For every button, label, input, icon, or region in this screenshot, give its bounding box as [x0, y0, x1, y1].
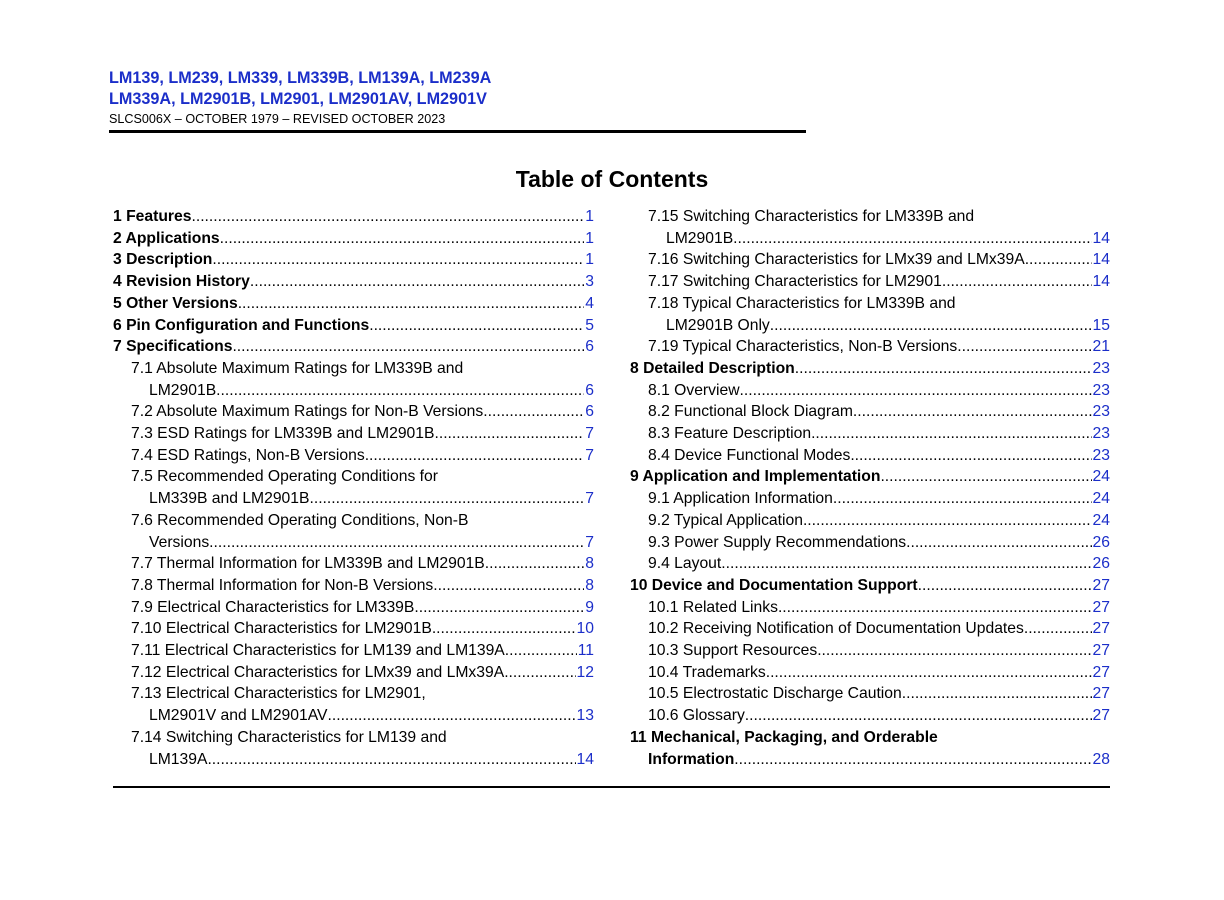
toc-entry-title: 8.1 Overview [648, 381, 740, 399]
toc-entry-title: 10 Device and Documentation Support [630, 576, 918, 594]
toc-entry-title: 10.1 Related Links [648, 598, 778, 616]
toc-page-link[interactable]: 23 [1092, 425, 1110, 443]
toc-column-right [630, 206, 1110, 770]
toc-entry[interactable] [113, 662, 594, 684]
toc-page-link[interactable]: 11 [577, 642, 594, 660]
header-rule [109, 130, 806, 133]
toc-page-link[interactable]: 27 [1092, 576, 1110, 594]
toc-entry-title: 9 Application and Implementation [630, 468, 881, 486]
dot-leader [1025, 249, 1092, 271]
part-numbers-line-1: LM139, LM239, LM339, LM339B, LM139A, LM239A [109, 69, 492, 87]
toc-entry-title: LM2901V and LM2901AV [149, 707, 328, 725]
dot-leader [902, 683, 1092, 705]
dot-leader [803, 510, 1092, 532]
toc-entry-title: 6 Pin Configuration and Functions [113, 316, 370, 334]
toc-entry-title: 7.11 Electrical Characteristics for LM139 and LM139A [131, 642, 505, 660]
toc-page-link[interactable]: 6 [585, 381, 594, 399]
toc-entry[interactable] [630, 553, 1110, 575]
toc-page-link[interactable]: 24 [1092, 468, 1110, 486]
dot-leader [483, 401, 584, 423]
toc-page-link[interactable]: 13 [576, 707, 594, 725]
toc-entry[interactable] [113, 618, 594, 640]
toc-entry-title: 7.4 ESD Ratings, Non-B Versions [131, 446, 365, 464]
toc-entry[interactable] [630, 618, 1110, 640]
toc-page-link[interactable]: 8 [585, 555, 594, 573]
toc-entry[interactable] [630, 358, 1110, 380]
dot-leader [817, 640, 1091, 662]
toc-page-link[interactable]: 21 [1092, 338, 1110, 356]
dot-leader [734, 749, 1091, 771]
dot-leader [414, 597, 584, 619]
toc-entry[interactable] [113, 336, 594, 358]
toc-page-link[interactable]: 26 [1092, 533, 1110, 551]
toc-entry[interactable] [630, 662, 1110, 684]
toc-entry-title: 7.8 Thermal Information for Non-B Versions [131, 576, 434, 594]
toc-entry[interactable] [630, 401, 1110, 423]
toc-entry[interactable] [113, 727, 594, 770]
toc-page-link[interactable]: 7 [585, 533, 594, 551]
toc-entry-title: LM339B and LM2901B [149, 490, 310, 508]
toc-entry-title: 10.6 Glossary [648, 707, 745, 725]
toc-entry-title: 7.18 Typical Characteristics for LM339B and [648, 294, 956, 312]
dot-leader [365, 445, 585, 467]
toc-entry[interactable] [630, 271, 1110, 293]
toc-page-link[interactable]: 26 [1092, 555, 1110, 573]
toc-entry-title: 7.17 Switching Characteristics for LM2901 [648, 273, 942, 291]
toc-entry-title: 8 Detailed Description [630, 359, 795, 377]
toc-page-link[interactable]: 8 [585, 576, 594, 594]
document-header [109, 68, 806, 133]
dot-leader [232, 336, 584, 358]
toc-entry-title: 9.1 Application Information [648, 490, 833, 508]
toc-entry-title: LM2901B [149, 381, 217, 399]
toc-entry-title: 3 Description [113, 251, 213, 269]
toc-page-link[interactable]: 15 [1092, 316, 1110, 334]
dot-leader [942, 271, 1092, 293]
toc-entry[interactable] [630, 206, 1110, 249]
toc-entry-title: 8.2 Functional Block Diagram [648, 403, 853, 421]
toc-page-link[interactable]: 24 [1092, 490, 1110, 508]
toc-entry-title: 10.3 Support Resources [648, 642, 818, 660]
toc-page-link[interactable]: 28 [1092, 750, 1110, 768]
toc-page-link[interactable]: 7 [585, 446, 594, 464]
toc-entry-title: 11 Mechanical, Packaging, and Orderable [630, 728, 938, 746]
toc-page-link[interactable]: 1 [585, 229, 594, 247]
toc-page-link[interactable]: 23 [1092, 381, 1110, 399]
toc-entry[interactable] [113, 358, 594, 401]
dot-leader [250, 271, 584, 293]
toc-entry-title: 8.4 Device Functional Modes [648, 446, 851, 464]
toc-entry-title: 9.3 Power Supply Recommendations [648, 533, 907, 551]
toc-page-link[interactable]: 14 [1092, 229, 1110, 247]
dot-leader [957, 336, 1091, 358]
dot-leader [505, 640, 577, 662]
toc-page-link[interactable]: 23 [1092, 403, 1110, 421]
toc-entry-title: Information [648, 750, 735, 768]
dot-leader [766, 662, 1092, 684]
dot-leader [369, 315, 584, 337]
toc-entry-title: 4 Revision History [113, 273, 250, 291]
toc-entry-title: 7.5 Recommended Operating Conditions for [131, 468, 438, 486]
toc-page-link[interactable]: 12 [576, 663, 594, 681]
toc-entry-title: 5 Other Versions [113, 294, 238, 312]
toc-page-link[interactable]: 23 [1092, 359, 1110, 377]
toc-entry[interactable] [113, 401, 594, 423]
toc-page-link[interactable]: 9 [585, 598, 594, 616]
toc-page-link[interactable]: 27 [1092, 707, 1110, 725]
toc-entry[interactable] [113, 293, 594, 315]
toc-entry[interactable] [630, 705, 1110, 727]
dot-leader [238, 293, 585, 315]
dot-leader [1024, 618, 1092, 640]
dot-leader [433, 575, 584, 597]
toc-entry[interactable] [630, 727, 1110, 770]
toc-entry[interactable] [630, 423, 1110, 445]
toc-entry[interactable] [113, 510, 594, 553]
toc-entry-title: 7.15 Switching Characteristics for LM339B and [648, 208, 975, 225]
dot-leader [778, 597, 1092, 619]
toc-entry[interactable] [630, 380, 1110, 402]
toc-entry[interactable] [630, 597, 1110, 619]
toc-entry-title: 7.3 ESD Ratings for LM339B and LM2901B [131, 425, 435, 443]
bottom-rule [113, 786, 1110, 788]
toc-page-link[interactable]: 27 [1092, 598, 1110, 616]
dot-leader [740, 380, 1092, 402]
toc-entry-title: 7.9 Electrical Characteristics for LM339B [131, 598, 415, 616]
dot-leader [811, 423, 1091, 445]
toc-entry-title: 2 Applications [113, 229, 220, 247]
toc-entry[interactable] [113, 553, 594, 575]
dot-leader [504, 662, 575, 684]
toc-entry-title: LM2901B Only [666, 316, 770, 334]
toc-page-link[interactable]: 14 [1092, 251, 1110, 269]
toc-entry[interactable] [630, 249, 1110, 271]
dot-leader [795, 358, 1092, 380]
toc-entry[interactable] [113, 683, 594, 726]
dot-leader [485, 553, 585, 575]
toc-entry-title: 7.12 Electrical Characteristics for LMx39 and LMx39A [131, 663, 505, 681]
toc-entry-title: 7.13 Electrical Characteristics for LM2901, [131, 685, 426, 703]
dot-leader [853, 401, 1092, 423]
toc-entry[interactable] [630, 683, 1110, 705]
toc-entry[interactable] [630, 510, 1110, 532]
dot-leader [721, 553, 1091, 575]
toc-entry[interactable] [630, 575, 1110, 597]
toc-entry-title: 7 Specifications [113, 338, 233, 356]
dot-leader [850, 445, 1091, 467]
dot-leader [432, 618, 576, 640]
toc-page-link[interactable]: 24 [1092, 511, 1110, 529]
toc-page-link[interactable]: 23 [1092, 446, 1110, 464]
toc-entry[interactable] [113, 206, 594, 228]
part-numbers-line-2: LM339A, LM2901B, LM2901, LM2901AV, LM2901V [109, 90, 487, 108]
toc-page-link[interactable]: 14 [1092, 273, 1110, 291]
toc-entry[interactable] [113, 640, 594, 662]
toc-entry-title: LM139A [149, 750, 208, 768]
toc-entry[interactable] [630, 445, 1110, 467]
toc-entry-title: 7.1 Absolute Maximum Ratings for LM339B and [131, 359, 464, 377]
dot-leader [833, 488, 1092, 510]
toc-page-link[interactable]: 1 [585, 208, 594, 225]
dot-leader [209, 532, 584, 554]
toc-entry[interactable] [113, 445, 594, 467]
toc-entry[interactable] [630, 488, 1110, 510]
toc-entry[interactable] [113, 249, 594, 271]
dot-leader [191, 206, 584, 228]
toc-entry[interactable] [113, 315, 594, 337]
toc-entry-title: 8.3 Feature Description [648, 425, 812, 443]
toc-page-link[interactable]: 27 [1092, 685, 1110, 703]
toc-entry[interactable] [630, 466, 1110, 488]
toc-entry-title: 10.5 Electrostatic Discharge Caution [648, 685, 902, 703]
dot-leader [745, 705, 1092, 727]
toc-entry-title: 10.4 Trademarks [648, 663, 766, 681]
toc-page-link[interactable]: 27 [1092, 663, 1110, 681]
dot-leader [918, 575, 1092, 597]
toc-entry[interactable] [630, 640, 1110, 662]
toc-entry[interactable] [113, 423, 594, 445]
toc-entry[interactable] [113, 597, 594, 619]
toc-entry[interactable] [630, 293, 1110, 336]
toc-entry-title: 9.2 Typical Application [648, 511, 803, 529]
toc-entry[interactable] [113, 466, 594, 509]
dot-leader [328, 705, 576, 727]
document-revision-info: SLCS006X – OCTOBER 1979 – REVISED OCTOBER 2023 [109, 112, 446, 126]
dot-leader [216, 380, 584, 402]
toc-entry-title: 7.14 Switching Characteristics for LM139 and [131, 728, 447, 746]
dot-leader [220, 228, 585, 250]
toc-page-link[interactable]: 7 [585, 490, 594, 508]
toc-entry[interactable] [630, 336, 1110, 358]
toc-entry-title: 9.4 Layout [648, 555, 722, 573]
toc-page-link[interactable]: 1 [585, 251, 594, 269]
toc-page-link[interactable]: 27 [1092, 620, 1110, 638]
dot-leader [207, 749, 575, 771]
toc-entry[interactable] [630, 532, 1110, 554]
toc-entry-title: Versions [149, 533, 210, 551]
toc-entry-title: 7.10 Electrical Characteristics for LM2901B [131, 620, 432, 638]
toc-entry[interactable] [113, 228, 594, 250]
toc-page-link[interactable]: 3 [585, 273, 594, 291]
dot-leader [906, 532, 1091, 554]
dot-leader [733, 228, 1091, 250]
toc-page-link[interactable]: 6 [585, 338, 594, 356]
toc-entry-title: 7.16 Switching Characteristics for LMx39 and LMx39A [648, 251, 1025, 269]
toc-entry[interactable] [113, 575, 594, 597]
toc-entry-title: 7.6 Recommended Operating Conditions, Non-B [131, 511, 469, 529]
dot-leader [770, 315, 1092, 337]
dot-leader [309, 488, 584, 510]
toc-page-link[interactable]: 4 [585, 294, 594, 312]
toc-entry-title: 7.19 Typical Characteristics, Non-B Versions [648, 338, 958, 356]
toc-title: Table of Contents [515, 166, 709, 192]
toc-entry-title: LM2901B [666, 229, 734, 247]
dot-leader [212, 249, 584, 271]
toc-entry-title: 7.7 Thermal Information for LM339B and LM2901B [131, 555, 485, 573]
dot-leader [880, 466, 1091, 488]
toc-page-link[interactable]: 27 [1092, 642, 1110, 660]
toc-entry-title: 10.2 Receiving Notification of Documentation Updates [648, 620, 1024, 638]
toc-page-link[interactable]: 6 [585, 403, 594, 421]
dot-leader [434, 423, 584, 445]
toc-page-link[interactable]: 14 [576, 750, 594, 768]
toc-page-link[interactable]: 5 [585, 316, 594, 334]
toc-page-link[interactable]: 10 [576, 620, 594, 638]
toc-entry-title: 7.2 Absolute Maximum Ratings for Non-B Versions [131, 403, 484, 421]
toc-entry-title: 1 Features [113, 208, 192, 225]
toc-entry[interactable] [113, 271, 594, 293]
toc-page-link[interactable]: 7 [585, 425, 594, 443]
toc-column-left [113, 206, 594, 770]
